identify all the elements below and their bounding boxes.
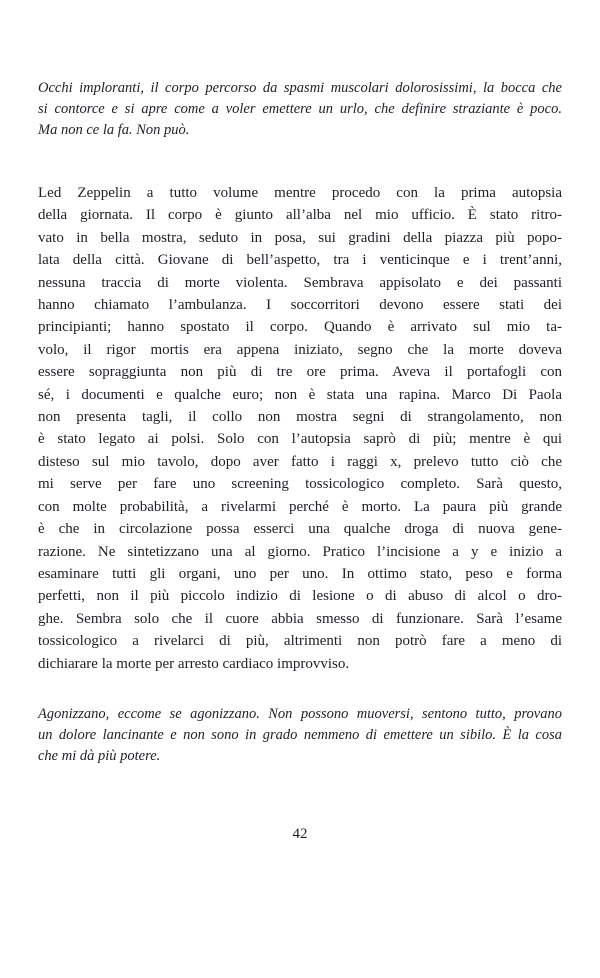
text-line: della giornata. Il corpo è giunto all’alba nel mio ufficio. È stato ritro-: [38, 207, 562, 224]
text-line: non presenta tagli, il collo non mostra segni di strangolamento, non: [38, 409, 562, 426]
text-line: ghe. Sembra solo che il cuore abbia smesso di funzionare. Sarà l’esame: [38, 610, 562, 627]
text-line: Occhi imploranti, il corpo percorso da spasmi muscolari dolorosissimi, la bocca che: [38, 80, 562, 96]
text-line: sé, i documenti e qualche euro; non è stata una rapina. Marco Di Paola: [38, 386, 562, 403]
text-line: è stato legato ai polsi. Solo con l’autopsia saprò di più; mentre è qui: [38, 431, 562, 448]
page-number: 42: [292, 825, 308, 842]
text-line: tossicologico a rivelarci di più, altrimenti non potrò fare a meno di: [38, 633, 562, 650]
book-page: [0, 78, 600, 978]
text-line: un dolore lancinante e non sono in grado nemmeno di emettere un sibilo. È la cosa: [38, 726, 562, 743]
body-paragraph: [38, 182, 562, 675]
text-line: Led Zeppelin a tutto volume mentre procedo con la prima autopsia: [38, 185, 562, 201]
text-line: razione. Ne sintetizzano una al giorno. Pratico l’incisione a y e inizio a: [38, 543, 562, 560]
text-line: con molte probabilità, a rivelarmi perché è morto. La paura più grande: [38, 498, 562, 515]
text-line: dichiarare la morte per arresto cardiaco improvviso.: [38, 655, 350, 672]
italic-intro-paragraph: [38, 78, 562, 141]
text-line: hanno chiamato l’ambulanza. I soccorritori devono essere stati dei: [38, 297, 562, 314]
text-line: perfetti, non il più piccolo indizio di lesione o di abuso di alcol o dro-: [38, 588, 562, 605]
text-line: esaminare tutti gli organi, uno per uno. In ottimo stato, peso e forma: [38, 565, 562, 582]
text-line: Agonizzano, eccome se agonizzano. Non possono muoversi, sentono tutto, provano: [38, 705, 562, 722]
text-line: Ma non ce la fa. Non può.: [38, 122, 190, 138]
text-line: principianti; hanno spostato il corpo. Quando è arrivato sul mio ta-: [38, 319, 562, 336]
text-line: disteso sul mio tavolo, dopo aver fatto i raggi x, prelevo tutto ciò che: [38, 453, 562, 470]
text-line: vato in bella mostra, seduto in posa, sui gradini della piazza più popo-: [38, 229, 562, 246]
text-line: che mi dà più potere.: [38, 747, 161, 764]
text-line: si contorce e si apre come a voler emettere un urlo, che definire straziante è poco.: [38, 101, 562, 117]
italic-outro-paragraph: [38, 704, 562, 767]
text-line: lata della città. Giovane di bell’aspetto, tra i venticinque e i trent’anni,: [38, 252, 562, 269]
text-line: nessuna traccia di morte violenta. Sembrava appisolato e dei passanti: [38, 274, 562, 291]
text-line: volo, il rigor mortis era appena iniziato, segno che la morte doveva: [38, 341, 562, 358]
text-line: è che in circolazione possa esserci una qualche droga di nuova gene-: [38, 521, 562, 538]
text-line: essere sopraggiunta non più di tre ore prima. Aveva il portafogli con: [38, 364, 562, 381]
text-line: mi serve per fare uno screening tossicologico completo. Sarà questo,: [38, 476, 562, 493]
